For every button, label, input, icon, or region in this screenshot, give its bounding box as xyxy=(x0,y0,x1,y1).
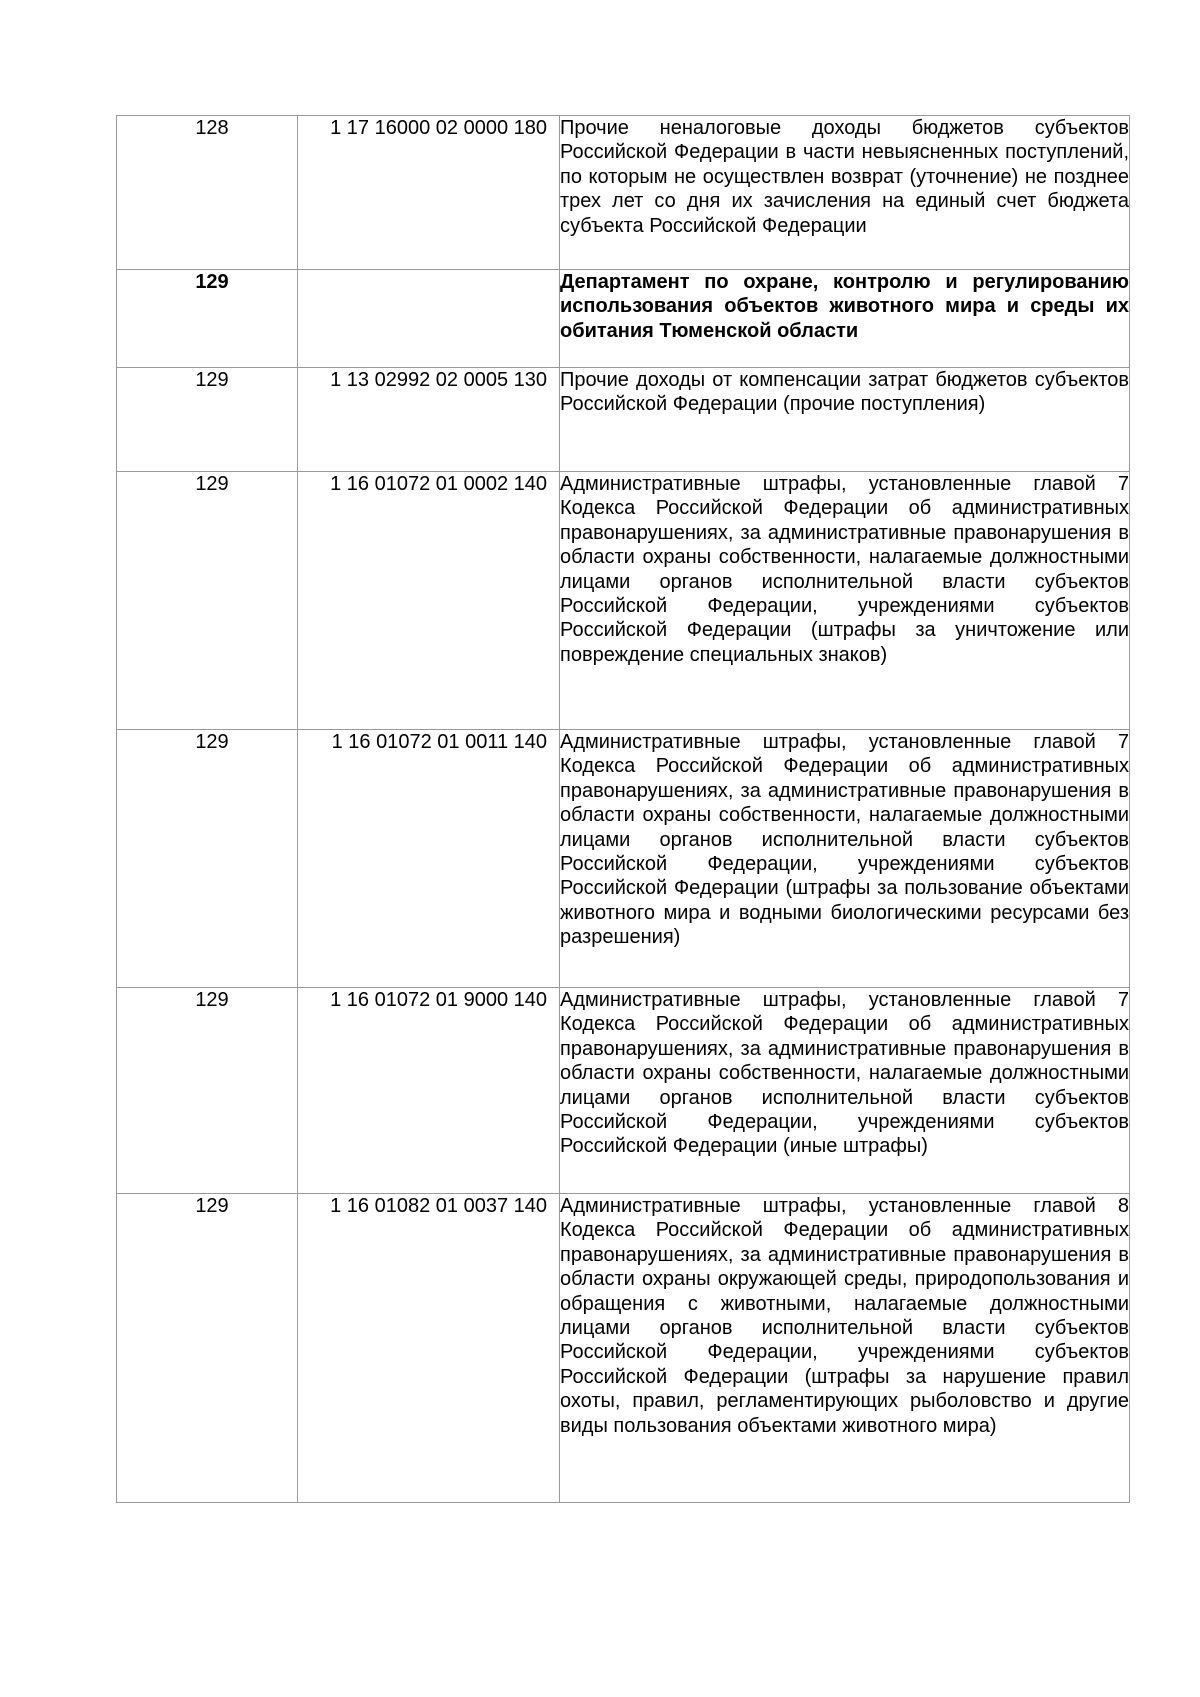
administrator-code: 129 xyxy=(195,989,229,1011)
revenue-description: Прочие доходы от компенсации затрат бюджетов субъектов Российской Федерации (прочие поступления) xyxy=(560,368,1130,472)
table-row xyxy=(117,472,1130,730)
table-row xyxy=(117,368,1130,472)
budget-classification-code: 1 16 01072 01 9000 140 xyxy=(330,989,547,1011)
budget-classification-code: 1 16 01082 01 0037 140 xyxy=(330,1195,547,1217)
table-row xyxy=(117,730,1130,988)
administrator-code: 129 xyxy=(195,731,229,753)
department-name: Департамент по охране, контролю и регулированию использования объектов животного мира и среды их обитания Тюменской области xyxy=(560,270,1130,368)
revenue-description: Прочие неналоговые доходы бюджетов субъектов Российской Федерации в части невыясненных поступлений, по которым не осуществлен возврат (уточнение) не позднее трех лет со дня их зачисления на единый счет бюджета субъекта Российской Федерации xyxy=(560,116,1130,270)
administrator-code-cell xyxy=(117,730,298,988)
administrator-code: 129 xyxy=(195,1195,229,1217)
budget-classification-code-cell xyxy=(298,472,560,730)
budget-classification-code-cell xyxy=(298,988,560,1194)
budget-classification-code: 1 16 01072 01 0002 140 xyxy=(330,473,547,495)
table-row xyxy=(117,1194,1130,1503)
budget-classification-code-cell xyxy=(298,116,560,270)
administrator-code-cell xyxy=(117,1194,298,1503)
administrator-code: 129 xyxy=(195,369,229,391)
budget-classification-code: 1 17 16000 02 0000 180 xyxy=(330,117,547,139)
revenue-description: Административные штрафы, установленные главой 7 Кодекса Российской Федерации об административных правонарушениях, за административные правонарушения в области охраны собственности, налагаемые должностными лицами органов исполнительной власти субъектов Российской Федерации, учреждениями субъектов Российской Федерации (штрафы за пользование объектами животного мира и водными биологическими ресурсами без разрешения) xyxy=(560,730,1130,988)
budget-classification-code-cell xyxy=(298,368,560,472)
revenue-description: Административные штрафы, установленные главой 7 Кодекса Российской Федерации об административных правонарушениях, за административные правонарушения в области охраны собственности, налагаемые должностными лицами органов исполнительной власти субъектов Российской Федерации, учреждениями субъектов Российской Федерации (штрафы за уничтожение или повреждение специальных знаков) xyxy=(560,472,1130,730)
administrator-code-cell xyxy=(117,368,298,472)
department-header-row xyxy=(117,270,1130,368)
revenue-description: Административные штрафы, установленные главой 7 Кодекса Российской Федерации об административных правонарушениях, за административные правонарушения в области охраны собственности, налагаемые должностными лицами органов исполнительной власти субъектов Российской Федерации, учреждениями субъектов Российской Федерации (иные штрафы) xyxy=(560,988,1130,1194)
revenue-description: Административные штрафы, установленные главой 8 Кодекса Российской Федерации об административных правонарушениях, за административные правонарушения в области охраны окружающей среды, природопользования и обращения с животными, налагаемые должностными лицами органов исполнительной власти субъектов Российской Федерации, учреждениями субъектов Российской Федерации (штрафы за нарушение правил охоты, правил, регламентирующих рыболовство и другие виды пользования объектами животного мира) xyxy=(560,1194,1130,1503)
budget-classification-code-cell xyxy=(298,270,560,368)
budget-classification-code-cell xyxy=(298,1194,560,1503)
budget-classification-code: 1 13 02992 02 0005 130 xyxy=(330,369,547,391)
budget-classification-code: 1 16 01072 01 0011 140 xyxy=(331,731,547,753)
administrator-code-cell xyxy=(117,472,298,730)
budget-classification-code-cell xyxy=(298,730,560,988)
table-row xyxy=(117,988,1130,1194)
revenue-codes-table xyxy=(116,115,1130,1503)
administrator-code-cell xyxy=(117,988,298,1194)
administrator-code-cell xyxy=(117,116,298,270)
administrator-code: 128 xyxy=(195,117,229,139)
table-row xyxy=(117,116,1130,270)
administrator-code: 129 xyxy=(195,473,229,495)
administrator-code: 129 xyxy=(195,271,229,293)
administrator-code-cell xyxy=(117,270,298,368)
